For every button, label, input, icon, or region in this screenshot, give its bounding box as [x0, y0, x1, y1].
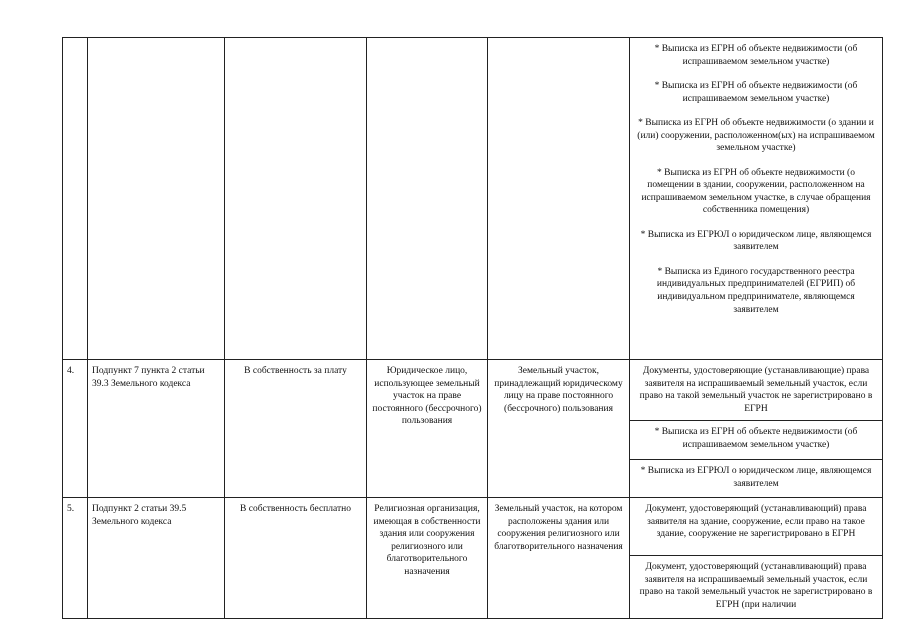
grant-type: В собственность за плату: [225, 360, 367, 498]
document-item: * Выписка из ЕГРН об объекте недвижимости (об испрашиваемом земельном участке): [654, 81, 858, 104]
document-item: * Выписка из ЕГРЮЛ о юридическом лице, являющемся заявителем: [640, 229, 872, 253]
document-item: Документ, удостоверяющий (устанавливающий) права заявителя на здание, сооружение, если право на такое здание, сооружение не зарегистрировано в ЕГРН: [630, 498, 883, 556]
document-item: * Выписка из ЕГРН об объекте недвижимости (о здании и (или) сооружении, расположенном(ых) на испрашиваемом земельном участке): [637, 118, 875, 154]
documents-table: [62, 37, 883, 619]
row-number: 4.: [63, 360, 88, 498]
row-number: 5.: [63, 498, 88, 619]
document-item: * Выписка из Единого государственного реестра индивидуальных предпринимателей (ЕГРИП) об индивидуальном предпринимателе, являющемся заявителем: [656, 266, 856, 315]
applicant-cell: [367, 38, 488, 360]
legal-basis: Подпункт 2 статьи 39.5 Земельного кодекса: [88, 498, 225, 619]
document-item: * Выписка из ЕГРН об объекте недвижимости (об испрашиваемом земельном участке): [654, 44, 858, 67]
applicant: Юридическое лицо, использующее земельный участок на праве постоянного (бессрочного) пользования: [367, 360, 488, 498]
grant-type: В собственность бесплатно: [225, 498, 367, 619]
land-plot: Земельный участок, принадлежащий юридическому лицу на праве постоянного (бессрочного) пользования: [488, 360, 630, 498]
plot-cell: [488, 38, 630, 360]
applicant: Религиозная организация, имеющая в собственности здания или сооружения религиозного или благотворительного назначения: [367, 498, 488, 619]
document-item: Документы, удостоверяющие (устанавливающие) права заявителя на испрашиваемый земельный участок, если право на такой земельный участок не зарегистрировано в ЕГРН: [630, 360, 883, 421]
number-cell: [63, 38, 88, 360]
legal-basis: Подпункт 7 пункта 2 статьи 39.3 Земельного кодекса: [88, 360, 225, 498]
land-plot: Земельный участок, на котором расположены здания или сооружения религиозного или благотворительного назначения: [488, 498, 630, 619]
document-item: Документ, удостоверяющий (устанавливающий) права заявителя на испрашиваемый земельный участок, если право на такой земельный участок не зарегистрировано в ЕГРН (при наличии: [630, 556, 883, 619]
document-item: * Выписка из ЕГРЮЛ о юридическом лице, являющемся заявителем: [630, 460, 883, 498]
type-cell: [225, 38, 367, 360]
table-row: [63, 360, 883, 421]
basis-cell: [88, 38, 225, 360]
documents-cell: [630, 38, 883, 360]
table-row: [63, 498, 883, 556]
table-row-continuation: [63, 38, 883, 360]
document-item: * Выписка из ЕГРН об объекте недвижимости (об испрашиваемом земельном участке): [630, 421, 883, 460]
document-item: * Выписка из ЕГРН об объекте недвижимости (о помещении в здании, сооружении, расположенном на испрашиваемом земельном участке, в случае обращения собственника помещения): [641, 167, 871, 216]
